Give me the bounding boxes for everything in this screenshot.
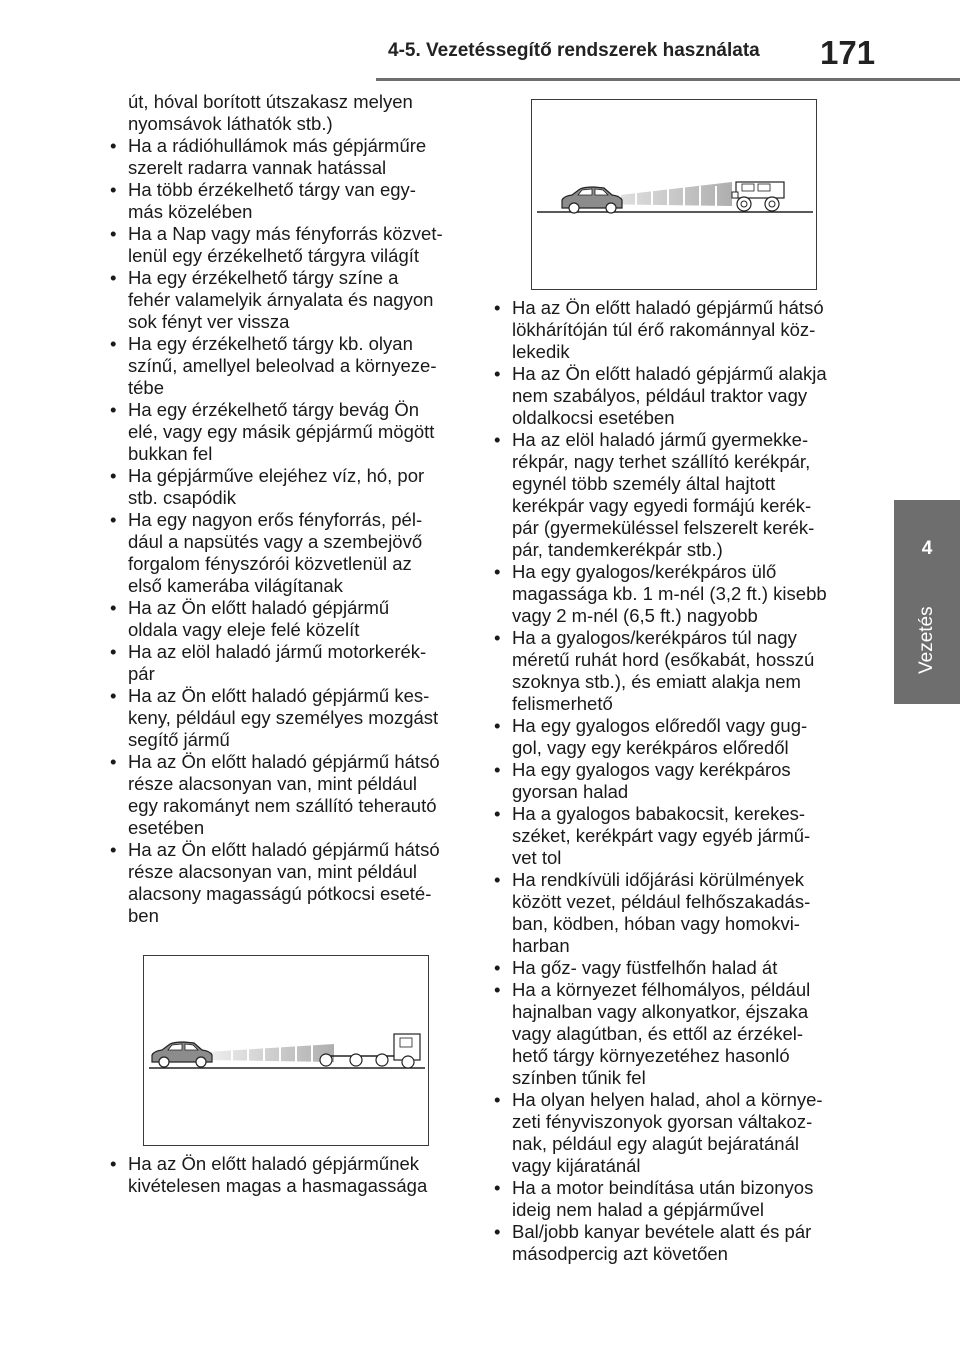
car-icon — [152, 1042, 212, 1067]
bullet-marker: • — [494, 1177, 501, 1198]
list-item — [492, 957, 867, 979]
text-line: színben tűnik fel — [512, 1067, 646, 1088]
text-line: hető tárgy környezetéhez hasonló — [512, 1045, 790, 1066]
bullet-marker: • — [494, 715, 501, 736]
text-line: Ha egy gyalogos vagy kerékpáros — [512, 759, 791, 780]
bullet-marker: • — [494, 803, 501, 824]
bullet-marker: • — [110, 509, 117, 530]
list-item — [492, 715, 867, 759]
list-item — [492, 979, 867, 1089]
list-item — [492, 627, 867, 715]
text-line: segítő jármű — [128, 729, 230, 750]
bullet-marker: • — [110, 333, 117, 354]
list-item — [108, 223, 468, 267]
text-line: harban — [512, 935, 570, 956]
bullet-marker: • — [110, 597, 117, 618]
bullet-marker: • — [494, 759, 501, 780]
list-item — [108, 465, 468, 509]
bullet-marker: • — [110, 465, 117, 486]
bullet-marker: • — [494, 297, 501, 318]
text-line: Ha egy gyalogos/kerékpáros ülő — [512, 561, 777, 582]
page-number: 171 — [820, 34, 876, 71]
bullet-marker: • — [110, 839, 117, 860]
text-line: szoknya stb.), és emiatt alakja nem — [512, 671, 801, 692]
text-line: Ha az elöl haladó jármű motorkerék- — [128, 641, 427, 662]
text-line: bukkan fel — [128, 443, 213, 464]
text-line: esetében — [128, 817, 205, 838]
illustration-svg — [144, 956, 428, 1145]
text-line: Ha a gyalogos/kerékpáros túl nagy — [512, 627, 797, 648]
text-line: Ha a rádióhullámok más gépjárműre — [128, 135, 427, 156]
list-item — [108, 641, 468, 685]
text-line: Bal/jobb kanyar bevétele alatt és pár — [512, 1221, 812, 1242]
text-line: rékpár, nagy terhet szállító kerékpár, — [512, 451, 811, 472]
list-item — [108, 685, 468, 751]
text-line: keny, például egy személyes mozgást — [128, 707, 439, 728]
text-line: része alacsonyan van, mint például — [128, 773, 417, 794]
bullet-marker: • — [110, 751, 117, 772]
text-line: ban, ködben, hóban vagy homokvi- — [512, 913, 800, 934]
bullet-marker: • — [494, 979, 501, 1000]
text-line: vagy 2 m-nél (6,5 ft.) nagyobb — [512, 605, 758, 626]
bullet-list — [492, 297, 867, 1265]
bullet-marker: • — [110, 1153, 117, 1174]
text-line: gyorsan halad — [512, 781, 629, 802]
right-column — [492, 297, 867, 1265]
text-line: Ha gépjárműve elejéhez víz, hó, por — [128, 465, 425, 486]
text-line: magassága kb. 1 m-nél (3,2 ft.) kisebb — [512, 583, 827, 604]
chapter-tab[interactable] — [894, 500, 960, 704]
list-item — [492, 561, 867, 627]
list-item — [108, 597, 468, 641]
text-line: vagy alagútban, és ettől az érzékel- — [512, 1023, 804, 1044]
text-line: Ha a gyalogos babakocsit, kerekes- — [512, 803, 806, 824]
text-line: Ha egy érzékelhető tárgy kb. olyan — [128, 333, 413, 354]
list-item — [492, 1089, 867, 1177]
bullet-marker: • — [110, 223, 117, 244]
text-line: dául a napsütés vagy a szembejövő — [128, 531, 423, 552]
text-line: Ha egy nagyon erős fényforrás, pél- — [128, 509, 423, 530]
bullet-marker: • — [110, 135, 117, 156]
text-line: méretű ruhát hord (esőkabát, hosszú — [512, 649, 815, 670]
text-line: pár (gyermeküléssel felszerelt kerék- — [512, 517, 815, 538]
list-item — [492, 803, 867, 869]
left-column-bottom — [108, 1153, 468, 1197]
list-item — [492, 363, 867, 429]
list-item — [492, 759, 867, 803]
text-line: ideig nem halad a gépjárművel — [512, 1199, 764, 1220]
text-line: Ha egy érzékelhető tárgy bevág Ön — [128, 399, 420, 420]
text-line: között vezet, például felhőszakadás- — [512, 891, 811, 912]
text-line: másodpercig azt követően — [512, 1243, 728, 1264]
text-line: nem szabályos, például traktor vagy — [512, 385, 808, 406]
bullet-marker: • — [110, 179, 117, 200]
text-line: egynél több személy által hajtott — [512, 473, 776, 494]
text-line: pár — [128, 663, 155, 684]
text-line: lenül egy érzékelhető tárgyra világít — [128, 245, 420, 266]
high-clearance-truck-icon — [732, 182, 784, 211]
text-line: Ha az Ön előtt haladó gépjármű alakja — [512, 363, 827, 384]
list-item — [108, 751, 468, 839]
bullet-list — [108, 1153, 468, 1197]
list-item — [108, 333, 468, 399]
text-line: Ha az Ön előtt haladó gépjármű — [128, 597, 390, 618]
list-item — [492, 1221, 867, 1265]
text-line: más közelében — [128, 201, 253, 222]
bullet-marker: • — [494, 429, 501, 450]
bullet-marker: • — [110, 641, 117, 662]
bullet-marker: • — [494, 1221, 501, 1242]
bullet-marker: • — [494, 561, 501, 582]
text-line: hajnalban vagy alkonyatkor, éjszaka — [512, 1001, 809, 1022]
bullet-marker: • — [110, 685, 117, 706]
text-line: nak, például egy alagút bejáratánál — [512, 1133, 799, 1154]
section-title: 4-5. Vezetéssegítő rendszerek használata — [388, 40, 760, 61]
text-line: Ha az elöl haladó jármű gyermekke- — [512, 429, 809, 450]
list-item — [108, 1153, 468, 1197]
text-line: pár, tandemkerékpár stb.) — [512, 539, 723, 560]
text-line: Ha az Ön előtt haladó gépjármű hátsó — [512, 297, 824, 318]
list-item — [492, 1177, 867, 1221]
text-line: Ha egy gyalogos előredől vagy gug- — [512, 715, 808, 736]
text-line: forgalom fényszórói közvetlenül az — [128, 553, 412, 574]
list-item — [108, 399, 468, 465]
bullet-marker: • — [110, 399, 117, 420]
text-line: fehér valamelyik árnyalata és nagyon — [128, 289, 434, 310]
text-line: vet tol — [512, 847, 562, 868]
text-line: nyomsávok láthatók stb.) — [128, 113, 333, 134]
text-line: stb. csapódik — [128, 487, 236, 508]
text-line: Ha az Ön előtt haladó gépjárműnek — [128, 1153, 420, 1174]
text-line: sok fényt ver vissza — [128, 311, 290, 332]
text-line: Ha a Nap vagy más fényforrás közvet- — [128, 223, 443, 244]
text-line: Ha egy érzékelhető tárgy színe a — [128, 267, 399, 288]
illustration-car-behind-truck-low-rear — [143, 955, 429, 1146]
illustration-svg — [532, 100, 816, 289]
text-line: első kamerába világítanak — [128, 575, 343, 596]
list-item — [108, 179, 468, 223]
chapter-label: Vezetés — [916, 606, 937, 674]
bullet-marker: • — [494, 957, 501, 978]
list-item — [492, 297, 867, 363]
text-line: Ha az Ön előtt haladó gépjármű kes- — [128, 685, 430, 706]
text-line: kerékpár vagy egyedi formájú kerék- — [512, 495, 812, 516]
illustration-car-behind-truck-high-clearance — [531, 99, 817, 290]
text-line: Ha az Ön előtt haladó gépjármű hátsó — [128, 839, 440, 860]
text-line: lökhárítóján túl érő rakománnyal köz- — [512, 319, 816, 340]
header-rule — [376, 78, 960, 81]
list-item — [108, 509, 468, 597]
list-item — [492, 869, 867, 957]
text-line: széket, kerékpárt vagy egyéb jármű- — [512, 825, 811, 846]
text-line: Ha a motor beindítása után bizonyos — [512, 1177, 814, 1198]
text-line: lekedik — [512, 341, 570, 362]
text-line: zeti fényviszonyok gyorsan váltakoz- — [512, 1111, 813, 1132]
text-line: egy rakományt nem szállító teherautó — [128, 795, 437, 816]
text-line: gol, vagy egy kerékpáros előredől — [512, 737, 789, 758]
text-line: kivételesen magas a hasmagassága — [128, 1175, 428, 1196]
text-line: alacsony magasságú pótkocsi eseté- — [128, 883, 432, 904]
bullet-marker: • — [494, 627, 501, 648]
list-item — [108, 135, 468, 179]
text-line: elé, vagy egy másik gépjármű mögött — [128, 421, 435, 442]
bullet-marker: • — [494, 363, 501, 384]
list-item — [492, 429, 867, 561]
text-line: felismerhető — [512, 693, 613, 714]
text-line: vagy kijáratánál — [512, 1155, 641, 1176]
car-icon — [562, 187, 622, 213]
continuation-text — [108, 91, 468, 135]
text-line: színű, amellyel beleolvad a környeze- — [128, 355, 437, 376]
bullet-marker: • — [494, 869, 501, 890]
text-line: Ha a környezet félhomályos, például — [512, 979, 811, 1000]
text-line: Ha rendkívüli időjárási körülmények — [512, 869, 805, 890]
text-line: ben — [128, 905, 159, 926]
bullet-marker: • — [494, 1089, 501, 1110]
list-item — [108, 267, 468, 333]
text-line: szerelt radarra vannak hatással — [128, 157, 387, 178]
low-rear-truck-icon — [320, 1034, 420, 1068]
bullet-marker: • — [110, 267, 117, 288]
radar-beam — [206, 1044, 334, 1062]
bullet-list — [108, 135, 468, 927]
chapter-number: 4 — [921, 538, 933, 559]
text-line: része alacsonyan van, mint például — [128, 861, 417, 882]
text-line: oldala vagy eleje felé közelít — [128, 619, 360, 640]
text-line: út, hóval borított útszakasz melyen — [128, 91, 413, 112]
text-line: tébe — [128, 377, 165, 398]
text-line: Ha gőz- vagy füstfelhőn halad át — [512, 957, 778, 978]
list-item — [108, 839, 468, 927]
text-line: Ha az Ön előtt haladó gépjármű hátsó — [128, 751, 440, 772]
left-column — [108, 91, 468, 927]
text-line: Ha több érzékelhető tárgy van egy- — [128, 179, 416, 200]
text-line: Ha olyan helyen halad, ahol a környe- — [512, 1089, 823, 1110]
text-line: oldalkocsi esetében — [512, 407, 675, 428]
